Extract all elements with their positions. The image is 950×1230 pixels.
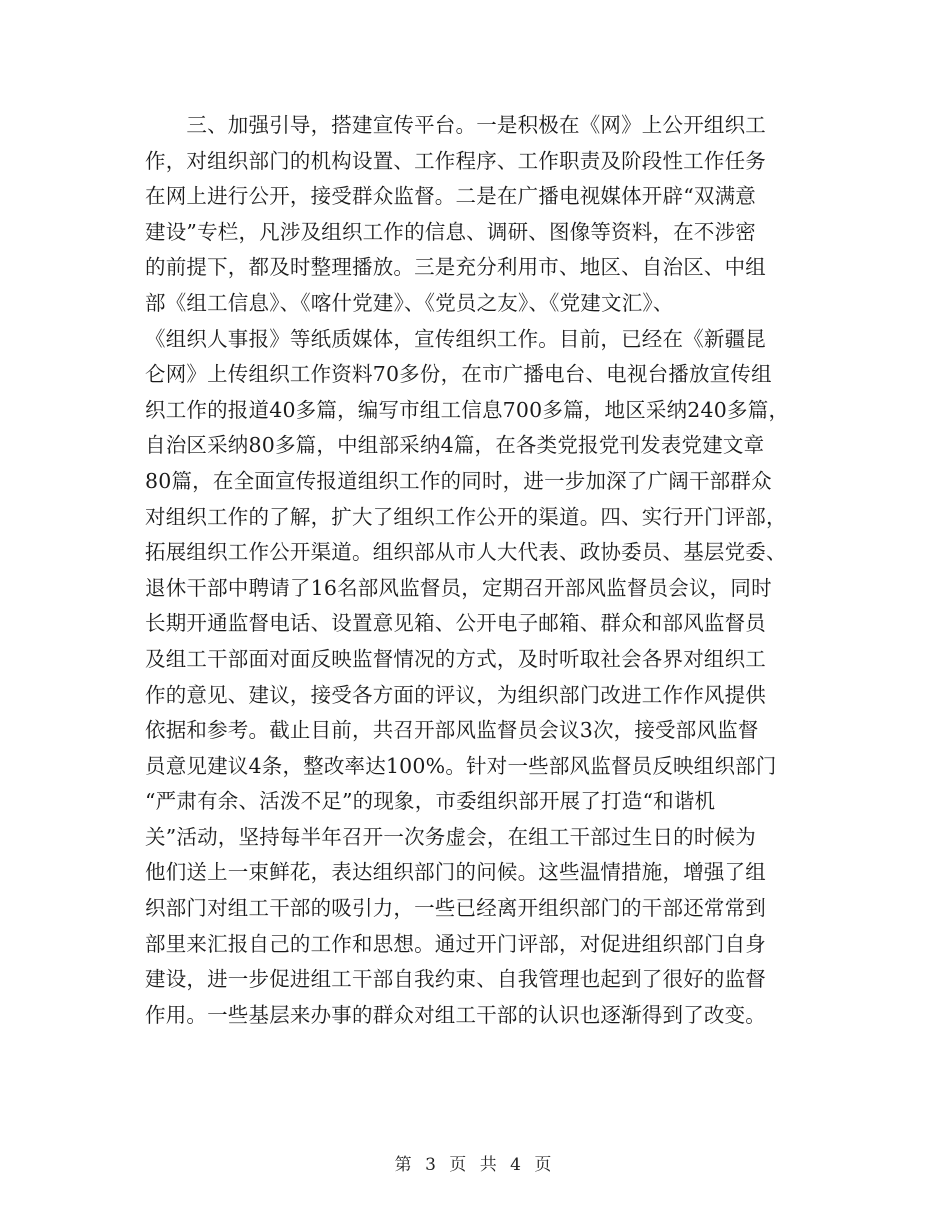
text-line: 员意见建议4条，整改率达100%。针对一些部风监督员反映组织部门 bbox=[145, 753, 777, 778]
text-line: 作的意见、建议，接受各方面的评议，为组织部门改进工作作风提供 bbox=[145, 682, 766, 707]
text-line: 对组织工作的了解，扩大了组织工作公开的渠道。四、实行开门评部， bbox=[145, 504, 787, 529]
text-line: 长期开通监督电话、设置意见箱、公开电子邮箱、群众和部风监督员 bbox=[145, 611, 766, 636]
text-line: 作用。一些基层来办事的群众对组工干部的认识也逐渐得到了改变。 bbox=[145, 1002, 766, 1027]
text-line: 自治区采纳80多篇，中组部采纳4篇，在各类党报党刊发表党建文章 bbox=[145, 433, 765, 458]
text-line: 80篇，在全面宣传报道组织工作的同时，进一步加深了广阔干部群众 bbox=[145, 468, 772, 493]
body-paragraph bbox=[145, 108, 825, 1033]
text-line: “严肃有余、活泼不足”的现象，市委组织部开展了打造“和谐机 bbox=[145, 789, 716, 814]
text-line: 织工作的报道40多篇，编写市组工信息700多篇，地区采纳240多篇， bbox=[145, 397, 790, 422]
text-line: 建设，进一步促进组工干部自我约束、自我管理也起到了很好的监督 bbox=[145, 967, 766, 992]
text-line: 关”活动，坚持每半年召开一次务虚会，在组工干部过生日的时候为 bbox=[145, 824, 756, 849]
text-line: 三、加强引导，搭建宣传平台。一是积极在《网》上公开组织工 bbox=[145, 113, 766, 137]
text-line: 依据和参考。截止目前，共召开部风监督员会议3次，接受部风监督 bbox=[145, 718, 759, 743]
text-line: 及组工干部面对面反映监督情况的方式，及时听取社会各界对组织工 bbox=[145, 646, 766, 671]
text-line: 作，对组织部门的机构设置、工作程序、工作职责及阶段性工作任务 bbox=[145, 148, 766, 173]
text-line: 在网上进行公开，接受群众监督。二是在广播电视媒体开辟“双满意 bbox=[145, 184, 756, 209]
text-line: 建设”专栏，凡涉及组织工作的信息、调研、图像等资料，在不涉密 bbox=[145, 219, 756, 244]
text-line: 织部门对组工干部的吸引力，一些已经离开组织部门的干部还常常到 bbox=[145, 896, 766, 921]
text-line: 仑网》上传组织工作资料70多份，在市广播电台、电视台播放宣传组 bbox=[145, 362, 772, 387]
page-number-footer: 第 3 页 共 4 页 bbox=[394, 1155, 556, 1175]
text-line: 他们送上一束鲜花，表达组织部门的问候。这些温情措施，增强了组 bbox=[145, 860, 766, 885]
text-line: 部《组工信息》、《喀什党建》、《党员之友》、《党建文汇》、 bbox=[145, 290, 674, 315]
text-line: 的前提下，都及时整理播放。三是充分利用市、地区、自治区、中组 bbox=[145, 255, 766, 280]
text-line: 部里来汇报自己的工作和思想。通过开门评部，对促进组织部门自身 bbox=[145, 931, 766, 956]
text-line: 《组织人事报》等纸质媒体，宣传组织工作。目前，已经在《新疆昆 bbox=[145, 326, 766, 351]
text-line: 拓展组织工作公开渠道。组织部从市人大代表、政协委员、基层党委、 bbox=[145, 540, 787, 565]
text-line: 退休干部中聘请了16名部风监督员，定期召开部风监督员会议，同时 bbox=[145, 575, 772, 600]
